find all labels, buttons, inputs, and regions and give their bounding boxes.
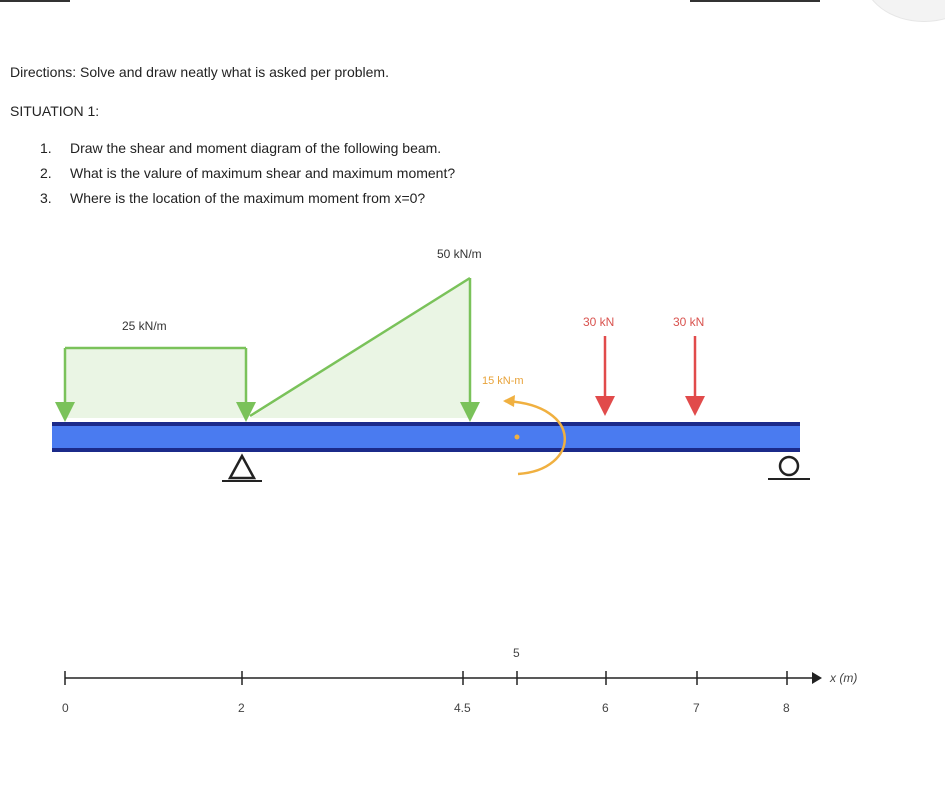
udl-label: 25 kN/m	[122, 319, 167, 333]
question-item: 3. Where is the location of the maximum moment from x=0?	[40, 190, 426, 206]
situation-heading: SITUATION 1:	[10, 103, 100, 119]
pin-support-icon	[230, 456, 254, 478]
question-item: 1. Draw the shear and moment diagram of the following beam.	[40, 140, 442, 156]
question-item: 2. What is the valure of maximum shear and maximum moment?	[40, 165, 456, 181]
moment-label: 15 kN-m	[482, 375, 524, 387]
beam	[52, 424, 800, 450]
x-axis-label: x (m)	[830, 671, 858, 685]
tick-label: 2	[238, 701, 245, 715]
point-load-1-label: 30 kN	[583, 315, 615, 329]
tick-label: 4.5	[454, 701, 471, 715]
moment-arrowhead	[503, 395, 515, 407]
tick-label: 8	[783, 701, 790, 715]
udl-area	[65, 348, 246, 418]
tick-label: 5	[513, 646, 520, 660]
directions-text: Directions: Solve and draw neatly what is asked per problem.	[10, 64, 389, 80]
moment-point	[515, 435, 520, 440]
tick-label: 0	[62, 701, 69, 715]
x-axis-arrowhead	[812, 672, 822, 684]
triangle-load-label: 50 kN/m	[437, 247, 482, 261]
tick-label: 6	[602, 701, 609, 715]
tick-label: 7	[693, 701, 700, 715]
roller-support-icon	[780, 457, 798, 475]
point-load-2-label: 30 kN	[673, 315, 705, 329]
